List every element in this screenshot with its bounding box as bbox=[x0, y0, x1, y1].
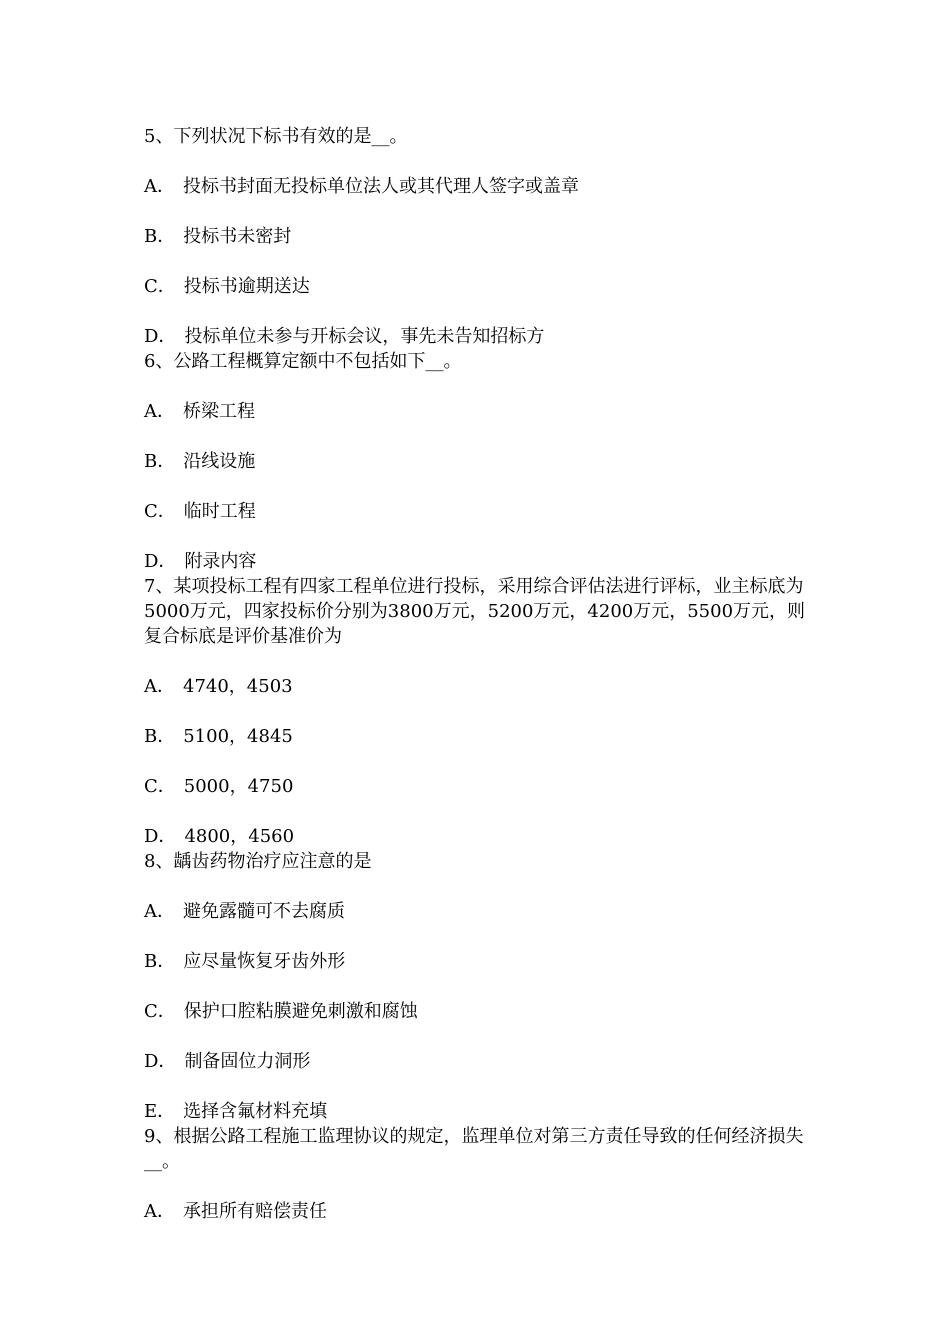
option-text: 5000，4750 bbox=[183, 776, 294, 797]
question-5-stem: 5、下列状况下标书有效的是__。 bbox=[144, 126, 408, 147]
question-6-option-a bbox=[144, 399, 808, 424]
question-8-option-a bbox=[144, 899, 808, 924]
question-6-stem: 6、公路工程概算定额中不包括如下__。 bbox=[144, 351, 462, 372]
question-5-option-d bbox=[144, 324, 808, 349]
option-text: 桥梁工程 bbox=[183, 401, 255, 422]
option-text: 投标书封面无投标单位法人或其代理人签字或盖章 bbox=[183, 176, 579, 197]
question-7-option-a bbox=[144, 674, 808, 699]
question-6-option-b bbox=[144, 449, 808, 474]
option-letter: C． bbox=[144, 1001, 176, 1022]
question-6-option-c bbox=[144, 499, 808, 524]
option-letter: A． bbox=[144, 901, 175, 922]
option-letter: A． bbox=[144, 676, 175, 697]
option-text: 沿线设施 bbox=[183, 451, 256, 472]
option-text: 应尽量恢复牙齿外形 bbox=[183, 951, 346, 972]
option-letter: C． bbox=[144, 776, 176, 797]
question-9-option-a bbox=[144, 1199, 808, 1224]
option-letter: E． bbox=[144, 1101, 176, 1122]
question-7-option-b bbox=[144, 724, 808, 749]
question-6-option-d bbox=[144, 549, 808, 574]
question-8-option-c bbox=[144, 999, 808, 1024]
option-letter: D． bbox=[144, 551, 177, 572]
option-text: 制备固位力洞形 bbox=[184, 1051, 311, 1072]
option-letter: A． bbox=[144, 1201, 175, 1222]
option-letter: C． bbox=[144, 276, 176, 297]
option-letter: D． bbox=[144, 1051, 177, 1072]
question-7-option-d bbox=[144, 824, 808, 849]
option-text: 5100，4845 bbox=[183, 726, 293, 747]
option-text: 投标书未密封 bbox=[183, 226, 292, 247]
option-letter: B． bbox=[144, 226, 176, 247]
document-page bbox=[144, 124, 808, 1224]
option-text: 投标书逾期送达 bbox=[183, 276, 310, 297]
question-8-option-d bbox=[144, 1049, 808, 1074]
option-letter: D． bbox=[144, 826, 177, 847]
question-5-option-a bbox=[144, 174, 808, 199]
question-7-option-c bbox=[144, 774, 808, 799]
option-text: 投标单位未参与开标会议，事先未告知招标方 bbox=[184, 326, 545, 347]
question-5-option-b bbox=[144, 224, 808, 249]
option-letter: A． bbox=[144, 401, 175, 422]
question-7-stem: 7、某项投标工程有四家工程单位进行投标，采用综合评估法进行评标，业主标底为5000万元，四家投标价分别为3800万元，5200万元，4200万元，5500万元，则复合标底是评价基准价为 bbox=[144, 576, 806, 647]
option-text: 承担所有赔偿责任 bbox=[183, 1201, 327, 1222]
option-letter: A． bbox=[144, 176, 175, 197]
option-text: 临时工程 bbox=[183, 501, 256, 522]
option-letter: D． bbox=[144, 326, 177, 347]
option-text: 4800，4560 bbox=[184, 826, 295, 847]
question-5-option-c bbox=[144, 274, 808, 299]
question-8-stem: 8、龋齿药物治疗应注意的是 bbox=[144, 851, 372, 872]
question-9-stem: 9、根据公路工程施工监理协议的规定，监理单位对第三方责任导致的任何经济损失__。 bbox=[144, 1126, 804, 1172]
option-text: 避免露髓可不去腐质 bbox=[183, 901, 345, 922]
option-text: 选择含氟材料充填 bbox=[183, 1101, 328, 1122]
question-8-option-e bbox=[144, 1099, 808, 1124]
option-text: 保护口腔粘膜避免刺激和腐蚀 bbox=[183, 1001, 418, 1022]
option-letter: B． bbox=[144, 451, 176, 472]
option-text: 4740，4503 bbox=[183, 676, 293, 697]
question-8-option-b bbox=[144, 949, 808, 974]
option-letter: B． bbox=[144, 951, 176, 972]
option-letter: C． bbox=[144, 501, 176, 522]
option-text: 附录内容 bbox=[184, 551, 257, 572]
option-letter: B． bbox=[144, 726, 176, 747]
